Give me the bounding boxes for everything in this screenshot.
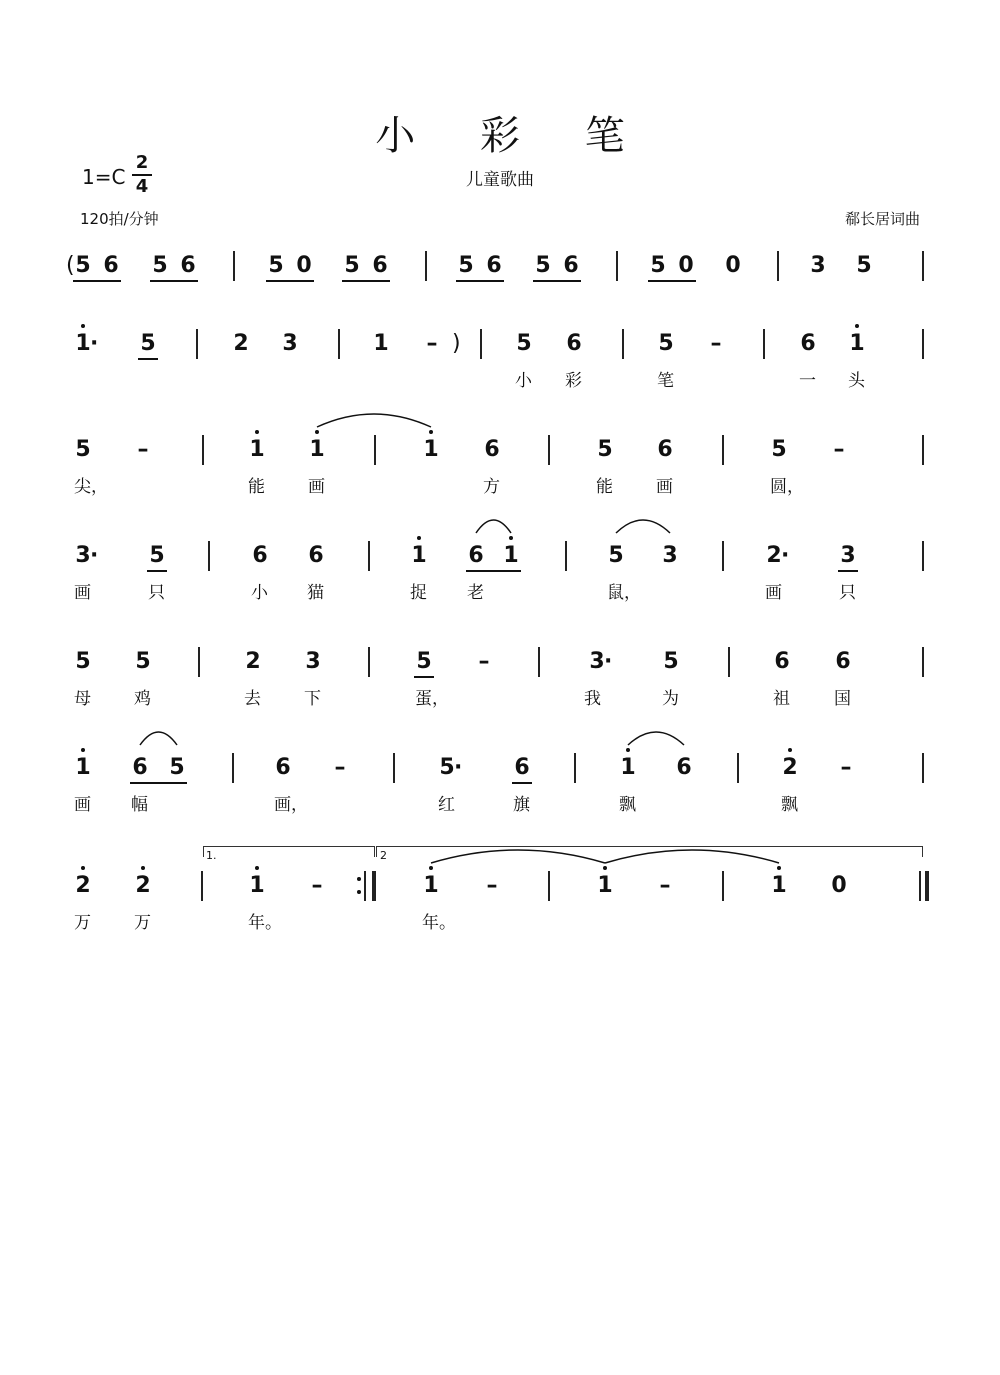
- lyricist-composer-credit: 郗长居词曲: [844, 210, 920, 228]
- note: 5: [135, 649, 151, 674]
- time-signature-numerator: 2: [135, 152, 149, 173]
- eighth-note-underline: [466, 570, 521, 572]
- note: 6: [180, 253, 196, 278]
- slur-layer: [0, 511, 1000, 551]
- second-ending-bracket: [376, 846, 923, 857]
- bar-line: [368, 647, 370, 677]
- note: 6: [103, 253, 119, 278]
- bar-line: [922, 647, 924, 677]
- bar-line: [338, 329, 340, 359]
- note: 5: [169, 755, 185, 780]
- thick-bar-line: [372, 871, 376, 901]
- augmentation-dot: ·: [90, 543, 99, 568]
- note: 6: [835, 649, 851, 674]
- eighth-note-underline: [533, 280, 581, 282]
- genre-label: 儿童歌曲: [466, 170, 534, 190]
- bar-line: [480, 329, 482, 359]
- eighth-note-underline: [147, 570, 167, 572]
- note: 1: [75, 331, 91, 356]
- eighth-note-underline: [414, 676, 434, 678]
- lyric: 画: [74, 795, 91, 815]
- note: 0: [725, 253, 741, 278]
- score-line: [0, 649, 1000, 729]
- lyric: 画: [656, 477, 673, 497]
- lyric: 尖，: [74, 477, 108, 497]
- lyric: 我: [584, 689, 601, 709]
- note: 1: [249, 873, 265, 898]
- note: 0: [831, 873, 847, 898]
- note: 6: [800, 331, 816, 356]
- bar-line: [538, 647, 540, 677]
- lyric: 旗: [513, 795, 530, 815]
- note: 1: [620, 755, 636, 780]
- slur: [628, 732, 684, 745]
- score-line: [0, 437, 1000, 517]
- bar-line: [777, 251, 779, 281]
- lyric: 一: [799, 371, 816, 391]
- score-line: [0, 755, 1000, 835]
- note: 1: [249, 437, 265, 462]
- note: 5: [439, 755, 455, 780]
- note: 5: [268, 253, 284, 278]
- note-dash: –: [486, 873, 498, 898]
- slur: [140, 732, 177, 745]
- note: 1: [849, 331, 865, 356]
- score-line: [0, 849, 1000, 953]
- lyric: 鼠，: [607, 583, 641, 603]
- lyric: 彩: [565, 371, 582, 391]
- note: 6: [774, 649, 790, 674]
- note: 6: [252, 543, 268, 568]
- note: 1: [423, 873, 439, 898]
- note: 3: [662, 543, 678, 568]
- lyric: 捉: [410, 583, 427, 603]
- lyric: 画: [308, 477, 325, 497]
- lyric: 只: [839, 583, 856, 603]
- note: 5: [149, 543, 165, 568]
- first-ending-number: 1.: [206, 849, 217, 862]
- repeat-dot: [357, 877, 361, 881]
- score-line: [0, 331, 1000, 411]
- first-ending-bracket: [203, 846, 375, 857]
- eighth-note-underline: [138, 358, 158, 360]
- lyric: 万: [134, 913, 151, 933]
- lyric: 飘: [781, 795, 798, 815]
- slur: [476, 520, 511, 533]
- lyric: 去: [244, 689, 261, 709]
- note: 2: [135, 873, 151, 898]
- time-signature-denominator: 4: [135, 176, 149, 197]
- eighth-note-underline: [73, 280, 121, 282]
- note: 1: [309, 437, 325, 462]
- slur-layer: [0, 723, 1000, 763]
- note: 2: [782, 755, 798, 780]
- note: 5: [152, 253, 168, 278]
- parenthesis: (: [66, 253, 75, 278]
- bar-line: [763, 329, 765, 359]
- note: 6: [484, 437, 500, 462]
- note: 2: [75, 873, 91, 898]
- note: 5: [771, 437, 787, 462]
- note: 1: [411, 543, 427, 568]
- eighth-note-underline: [512, 782, 532, 784]
- note: 5: [535, 253, 551, 278]
- bar-line: [922, 251, 924, 281]
- score-line: [0, 253, 1000, 333]
- note: 5: [75, 649, 91, 674]
- note: 6: [372, 253, 388, 278]
- note: 2: [233, 331, 249, 356]
- note-dash: –: [478, 649, 490, 674]
- lyric: 祖: [773, 689, 790, 709]
- note-dash: –: [426, 331, 438, 356]
- lyric: 鸡: [134, 689, 151, 709]
- lyric: 国: [834, 689, 851, 709]
- thin-bar-line: [919, 871, 921, 901]
- slur: [317, 414, 431, 427]
- augmentation-dot: ·: [90, 331, 99, 356]
- note: 0: [296, 253, 312, 278]
- lyric: 画: [74, 583, 91, 603]
- bar-line: [196, 329, 198, 359]
- note: 1: [771, 873, 787, 898]
- note: 6: [486, 253, 502, 278]
- bar-line: [425, 251, 427, 281]
- note: 1: [75, 755, 91, 780]
- lyric: 小: [515, 371, 532, 391]
- note: 5: [75, 437, 91, 462]
- lyric: 万: [74, 913, 91, 933]
- note-dash: –: [710, 331, 722, 356]
- slur: [616, 520, 670, 533]
- bar-line: [728, 647, 730, 677]
- thick-bar-line: [925, 871, 929, 901]
- lyric: 圆，: [770, 477, 804, 497]
- note: 5: [75, 253, 91, 278]
- note: 5: [140, 331, 156, 356]
- lyric: 笔: [657, 371, 674, 391]
- lyric: 能: [248, 477, 265, 497]
- note: 6: [514, 755, 530, 780]
- note: 5: [344, 253, 360, 278]
- note: 6: [566, 331, 582, 356]
- note: 3: [282, 331, 298, 356]
- eighth-note-underline: [838, 570, 858, 572]
- repeat-dot: [357, 890, 361, 894]
- lyric: 下: [304, 689, 321, 709]
- note: 2: [245, 649, 261, 674]
- note: 3: [589, 649, 605, 674]
- note-dash: –: [833, 437, 845, 462]
- eighth-note-underline: [150, 280, 198, 282]
- lyric: 年。: [248, 913, 282, 933]
- note: 2: [766, 543, 782, 568]
- note: 6: [275, 755, 291, 780]
- note-dash: –: [334, 755, 346, 780]
- note: 6: [563, 253, 579, 278]
- lyric: 画: [765, 583, 782, 603]
- lyric: 老: [467, 583, 484, 603]
- augmentation-dot: ·: [454, 755, 463, 780]
- lyric: 只: [148, 583, 165, 603]
- bar-line: [198, 647, 200, 677]
- lyric: 为: [662, 689, 679, 709]
- eighth-note-underline: [342, 280, 390, 282]
- lyric: 蛋，: [415, 689, 449, 709]
- note: 3: [840, 543, 856, 568]
- lyric: 头: [848, 371, 865, 391]
- note: 5: [458, 253, 474, 278]
- note: 5: [597, 437, 613, 462]
- eighth-note-underline: [648, 280, 696, 282]
- song-title: 小 彩 笔: [375, 113, 651, 159]
- second-ending-number: 2: [380, 849, 387, 862]
- bar-line: [233, 251, 235, 281]
- bar-line: [922, 329, 924, 359]
- note-dash: –: [840, 755, 852, 780]
- eighth-note-underline: [130, 782, 187, 784]
- parenthesis: ): [452, 331, 461, 356]
- lyric: 画，: [274, 795, 308, 815]
- key-signature: 1=C: [82, 165, 126, 189]
- eighth-note-underline: [266, 280, 314, 282]
- lyric: 方: [483, 477, 500, 497]
- note: 6: [308, 543, 324, 568]
- note: 5: [663, 649, 679, 674]
- note: 6: [468, 543, 484, 568]
- note: 1: [597, 873, 613, 898]
- lyric: 母: [74, 689, 91, 709]
- eighth-note-underline: [456, 280, 504, 282]
- note: 6: [657, 437, 673, 462]
- note: 5: [856, 253, 872, 278]
- note: 1: [503, 543, 519, 568]
- lyric: 小: [251, 583, 268, 603]
- augmentation-dot: ·: [781, 543, 790, 568]
- bar-line: [616, 251, 618, 281]
- note: 5: [608, 543, 624, 568]
- score-line: [0, 543, 1000, 623]
- note-dash: –: [137, 437, 149, 462]
- note: 3: [75, 543, 91, 568]
- lyric: 幅: [131, 795, 148, 815]
- augmentation-dot: ·: [604, 649, 613, 674]
- note: 3: [305, 649, 321, 674]
- tempo-marking: 120拍/分钟: [80, 210, 159, 228]
- note: 5: [650, 253, 666, 278]
- thin-bar-line: [364, 871, 366, 901]
- note: 5: [516, 331, 532, 356]
- high-octave-dot: [81, 324, 85, 328]
- note: 5: [416, 649, 432, 674]
- lyric: 飘: [619, 795, 636, 815]
- high-octave-dot: [855, 324, 859, 328]
- note: 5: [658, 331, 674, 356]
- lyric: 猫: [307, 583, 324, 603]
- note-dash: –: [311, 873, 323, 898]
- slur-layer: [0, 405, 1000, 445]
- note: 6: [132, 755, 148, 780]
- note: 0: [678, 253, 694, 278]
- note: 6: [676, 755, 692, 780]
- note: 1: [373, 331, 389, 356]
- note-dash: –: [659, 873, 671, 898]
- lyric: 年。: [422, 913, 456, 933]
- lyric: 红: [438, 795, 455, 815]
- note: 3: [810, 253, 826, 278]
- note: 1: [423, 437, 439, 462]
- lyric: 能: [596, 477, 613, 497]
- bar-line: [622, 329, 624, 359]
